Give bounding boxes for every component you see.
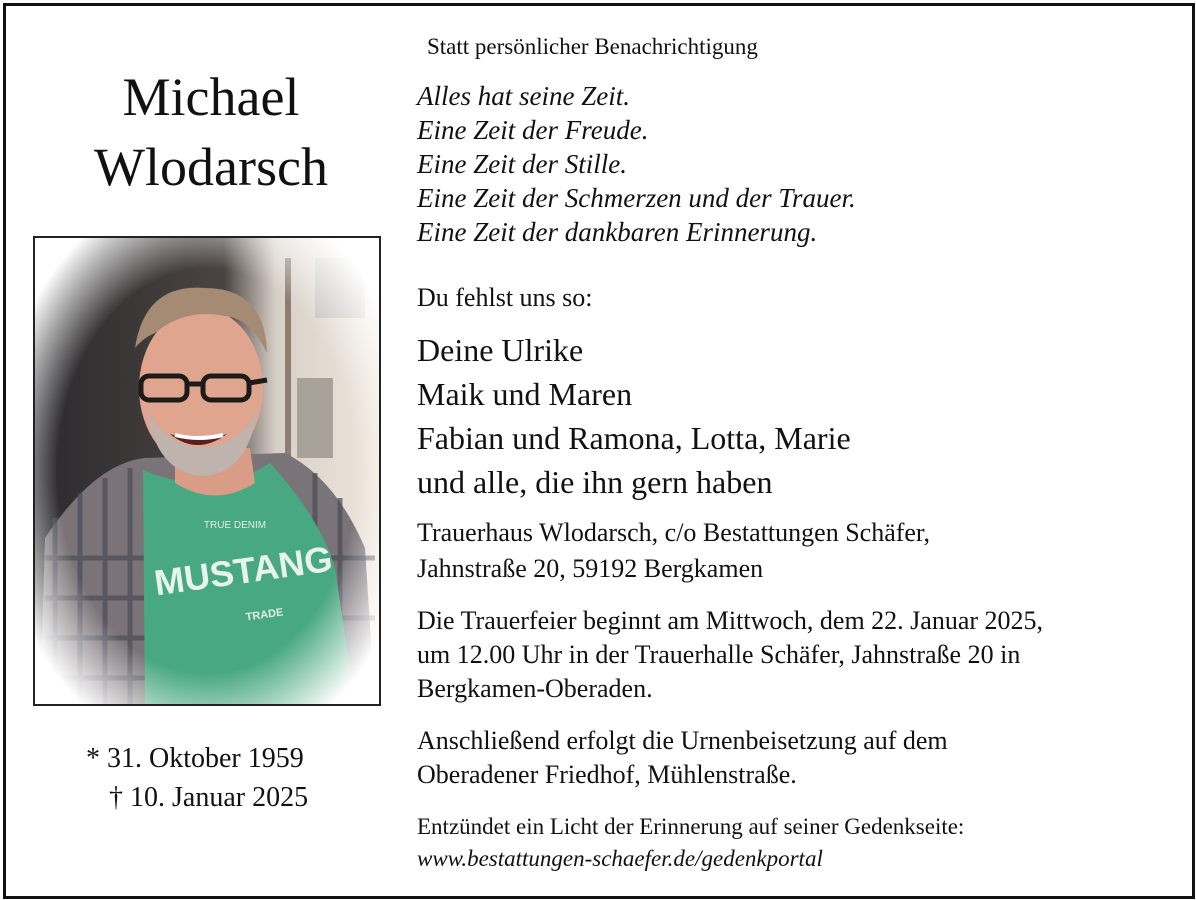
verse-line: Alles hat seine Zeit. [417,81,630,111]
first-name: Michael [122,67,300,127]
verse-line: Eine Zeit der dankbaren Erinnerung. [417,217,818,247]
notice-header: Statt persönlicher Benachrichtigung [427,34,758,59]
mourner-line: Fabian und Ramona, Lotta, Marie [417,420,851,456]
last-name: Wlodarsch [94,137,328,197]
birth-date: * 31. Oktober 1959 [86,743,304,774]
mourner-line: Deine Ulrike [417,332,584,368]
memorial-url[interactable]: www.bestattungen-schaefer.de/gedenkportal [417,846,823,871]
memorial-text: Entzündet ein Licht der Erinnerung auf seiner Gedenkseite: [417,814,965,839]
verse-line: Eine Zeit der Stille. [417,149,627,179]
burial-line: Anschließend erfolgt die Urnenbeisetzung auf dem [417,726,948,755]
address-line: Jahnstraße 20, 59192 Bergkamen [417,554,764,583]
address-line: Trauerhaus Wlodarsch, c/o Bestattungen Schäfer, [417,518,931,547]
service-line: Bergkamen-Oberaden. [417,674,653,703]
verse-line: Eine Zeit der Freude. [417,115,649,145]
verse-line: Eine Zeit der Schmerzen und der Trauer. [417,183,856,213]
death-date: † 10. Januar 2025 [109,782,309,813]
mourner-line: Maik und Maren [417,376,633,412]
portrait-illustration [35,238,379,704]
portrait-photo [33,236,381,706]
service-line: Die Trauerfeier beginnt am Mittwoch, dem 22. Januar 2025, [417,606,1044,635]
service-line: um 12.00 Uhr in der Trauerhalle Schäfer, Jahnstraße 20 in [417,640,1021,669]
burial-line: Oberadener Friedhof, Mühlenstraße. [417,760,797,789]
missed-line: Du fehlst uns so: [417,283,593,312]
obituary-card [3,3,1195,899]
mourner-line: und alle, die ihn gern haben [417,464,773,500]
